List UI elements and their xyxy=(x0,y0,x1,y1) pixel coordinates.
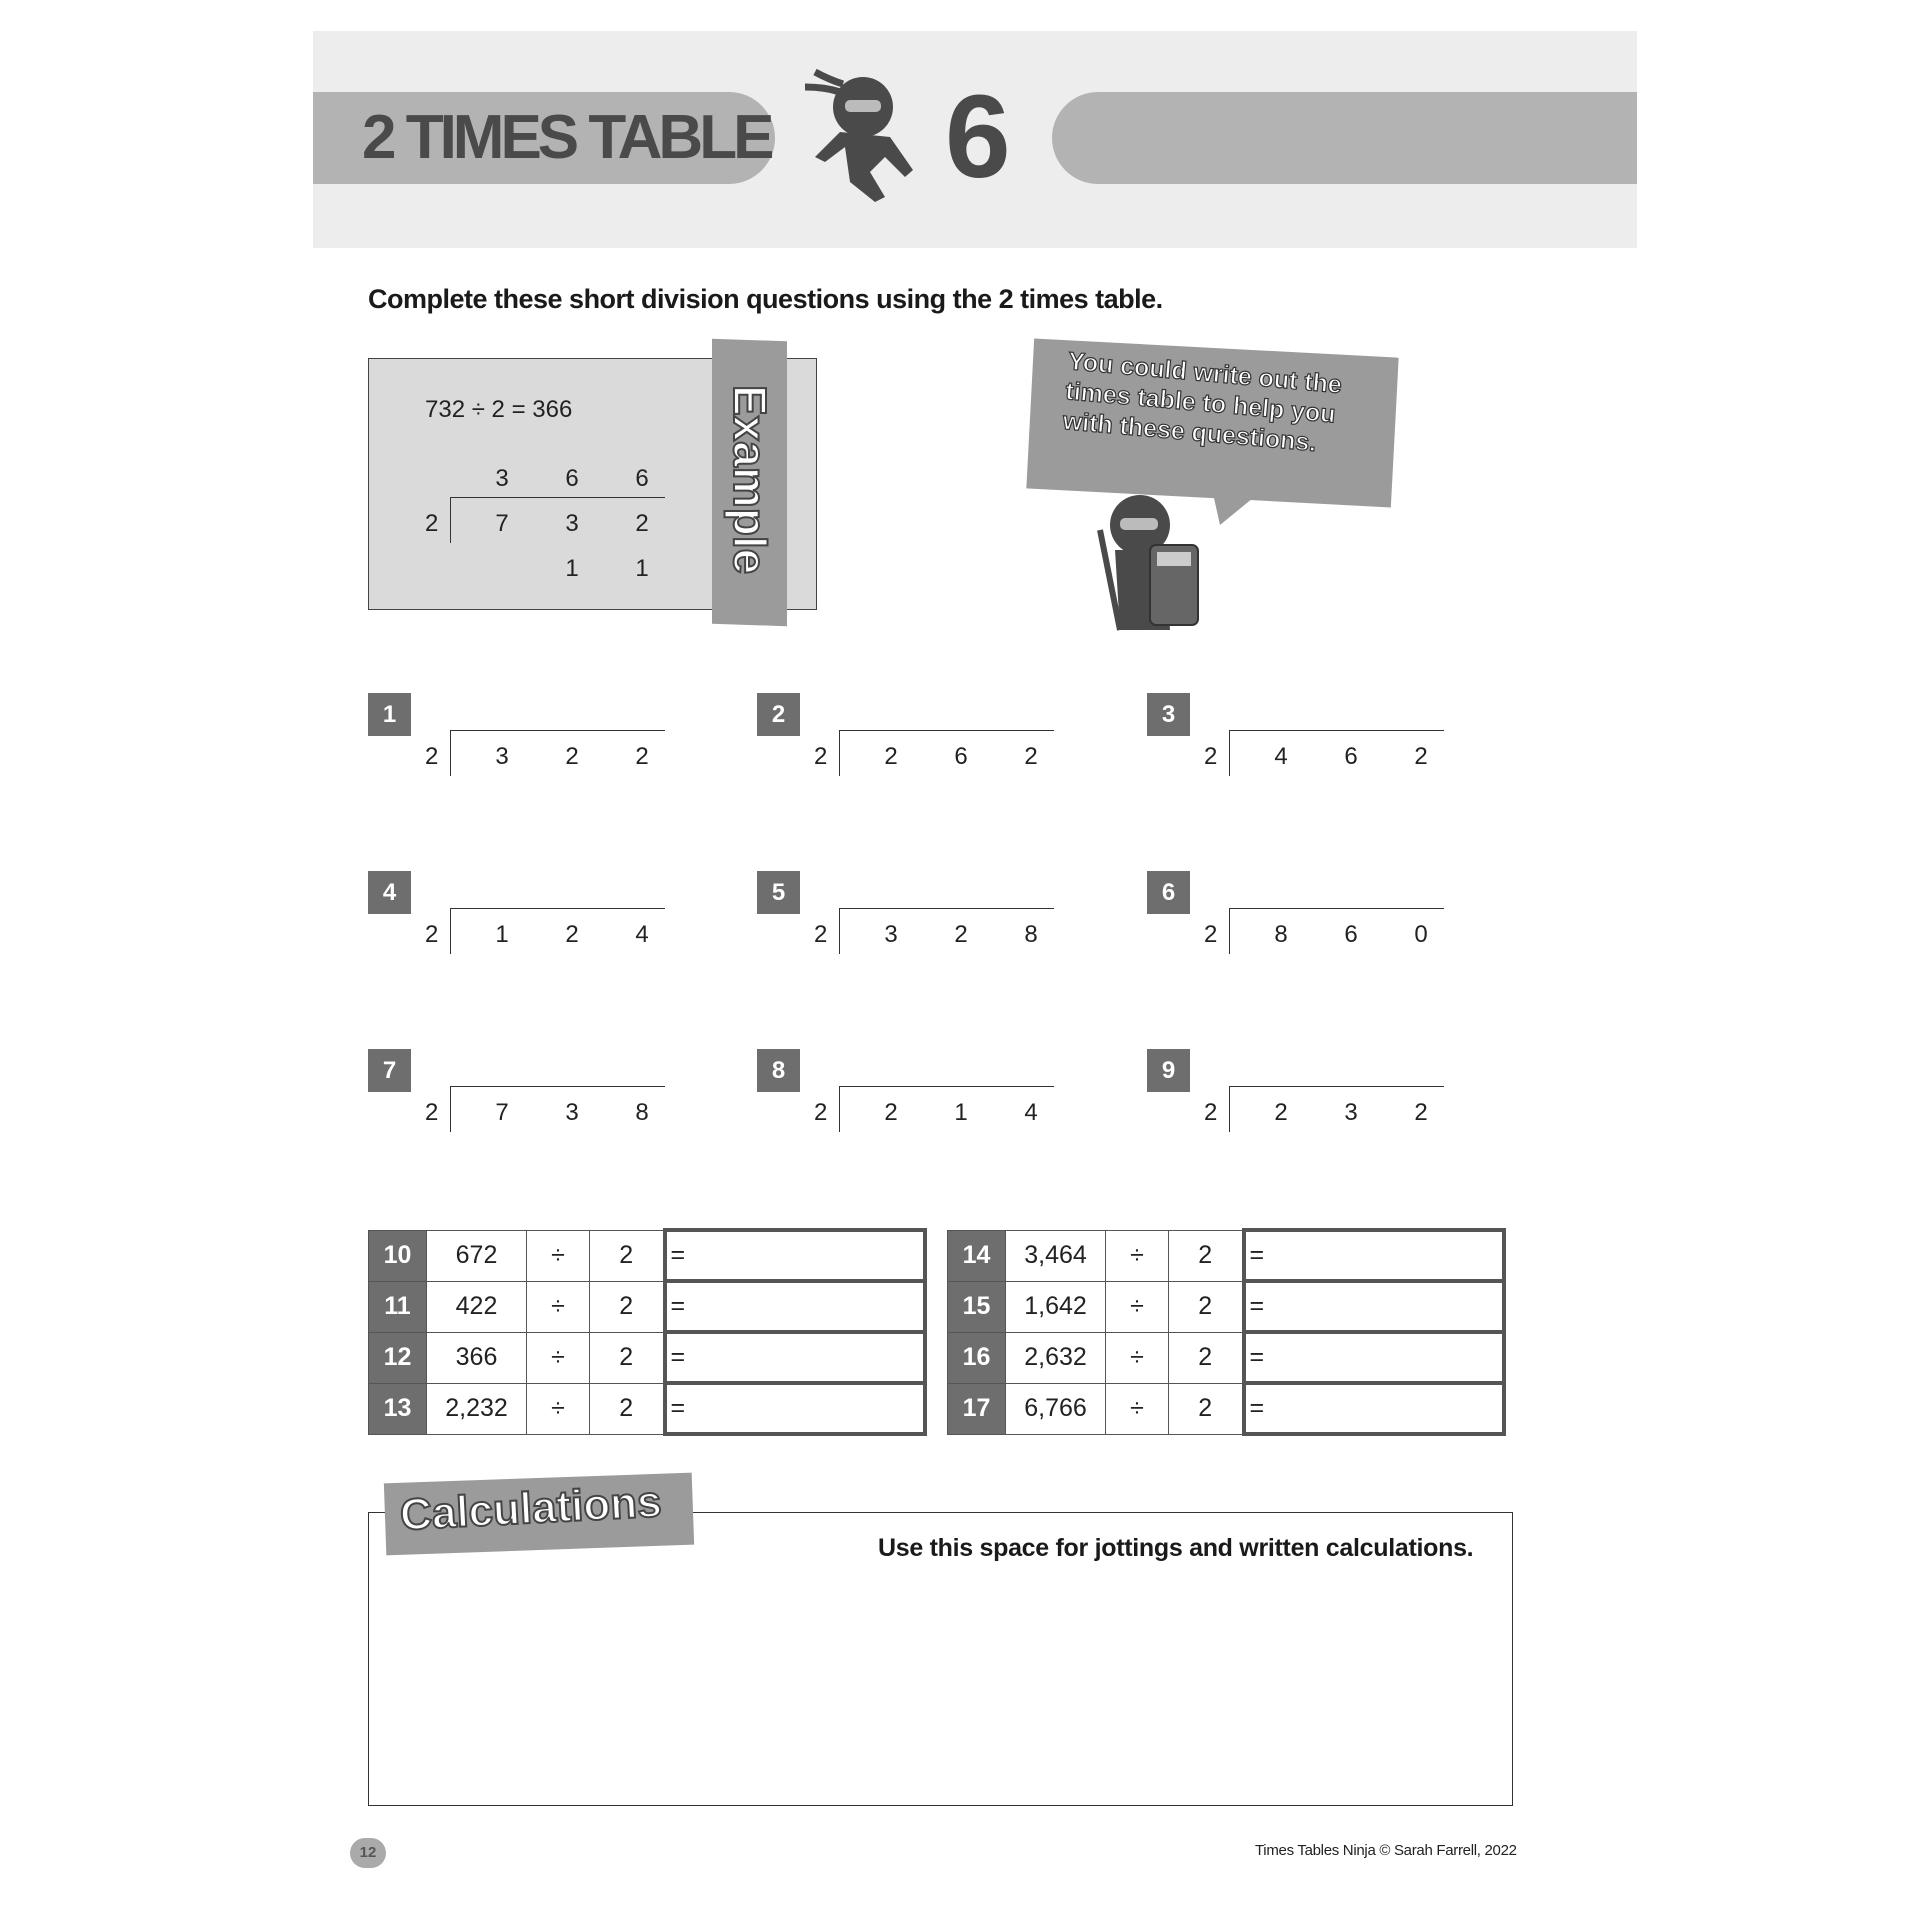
table-row xyxy=(948,1383,1504,1434)
divisor: 2 xyxy=(1204,743,1218,770)
divisor: 2 xyxy=(1204,1099,1218,1126)
question-number: 8 xyxy=(757,1049,800,1092)
dividend-digit: 1 xyxy=(954,1099,968,1126)
divide-sign: ÷ xyxy=(1106,1230,1169,1281)
dividend-digit: 7 xyxy=(495,1099,509,1126)
divide-sign: ÷ xyxy=(527,1332,590,1383)
dividend-digit: 2 xyxy=(1274,1099,1288,1126)
table-row xyxy=(369,1383,925,1434)
question-number: 9 xyxy=(1147,1049,1190,1092)
dividend-digit: 2 xyxy=(1414,1099,1428,1126)
divisor: 2 xyxy=(814,921,828,948)
table-row xyxy=(948,1332,1504,1383)
answer-field[interactable]: = xyxy=(1244,1332,1504,1383)
question-number: 12 xyxy=(369,1332,427,1383)
dividend-digit: 4 xyxy=(1024,1099,1038,1126)
dividend-digit: 2 xyxy=(565,743,579,770)
divisor: 2 xyxy=(590,1230,665,1281)
dividend: 2,232 xyxy=(427,1383,527,1434)
dividend: 3,464 xyxy=(1006,1230,1106,1281)
divisor: 2 xyxy=(1204,921,1218,948)
answer-field[interactable]: = xyxy=(665,1332,925,1383)
carry-digit: 1 xyxy=(635,555,649,582)
dividend: 2,632 xyxy=(1006,1332,1106,1383)
divide-sign: ÷ xyxy=(1106,1383,1169,1434)
divide-sign: ÷ xyxy=(527,1383,590,1434)
dividend-digit: 2 xyxy=(635,743,649,770)
table-row xyxy=(948,1230,1504,1281)
instruction: Complete these short division questions using the 2 times table. xyxy=(368,284,1163,314)
divisor: 2 xyxy=(1169,1332,1244,1383)
dividend-digit: 7 xyxy=(495,510,509,537)
question-number: 11 xyxy=(369,1281,427,1332)
question-number: 6 xyxy=(1147,871,1190,914)
dividend-digit: 2 xyxy=(1414,743,1428,770)
divide-sign: ÷ xyxy=(1106,1332,1169,1383)
quotient-digit: 6 xyxy=(565,465,579,492)
divisor: 2 xyxy=(590,1332,665,1383)
ninja-icon xyxy=(795,62,930,207)
question-number: 2 xyxy=(757,693,800,736)
answer-field[interactable]: = xyxy=(665,1230,925,1281)
table-row xyxy=(369,1230,925,1281)
table-row xyxy=(369,1332,925,1383)
quotient-digit: 6 xyxy=(635,465,649,492)
dividend-digit: 8 xyxy=(635,1099,649,1126)
divide-sign: ÷ xyxy=(1106,1281,1169,1332)
answer-field[interactable]: = xyxy=(665,1281,925,1332)
dividend-digit: 2 xyxy=(954,921,968,948)
answer-field[interactable]: = xyxy=(1244,1281,1504,1332)
question-number: 1 xyxy=(368,693,411,736)
table-row xyxy=(948,1281,1504,1332)
question-number: 7 xyxy=(368,1049,411,1092)
dividend-digit: 3 xyxy=(1344,1099,1358,1126)
dividend: 1,642 xyxy=(1006,1281,1106,1332)
divisor: 2 xyxy=(1169,1281,1244,1332)
dividend-digit: 0 xyxy=(1414,921,1428,948)
divisor: 2 xyxy=(1169,1383,1244,1434)
question-number: 14 xyxy=(948,1230,1006,1281)
divisor: 2 xyxy=(425,510,439,537)
lesson-number: 6 xyxy=(945,71,1011,203)
table-row xyxy=(369,1281,925,1332)
question-number: 4 xyxy=(368,871,411,914)
dividend-digit: 3 xyxy=(565,510,579,537)
division-problem xyxy=(425,866,665,966)
example-division xyxy=(425,455,665,582)
dividend-digit: 1 xyxy=(495,921,509,948)
dividend-digit: 6 xyxy=(1344,921,1358,948)
calculations-instruction: Use this space for jottings and written calculations. xyxy=(878,1534,1474,1562)
dividend-digit: 6 xyxy=(954,743,968,770)
example-equation: 732 ÷ 2 = 366 xyxy=(425,396,573,423)
dividend: 422 xyxy=(427,1281,527,1332)
ninja-calculator-icon xyxy=(1075,490,1215,635)
divisor: 2 xyxy=(425,1099,439,1126)
division-problem xyxy=(425,1044,665,1144)
divide-sign: ÷ xyxy=(527,1281,590,1332)
dividend-digit: 3 xyxy=(565,1099,579,1126)
divide-sign: ÷ xyxy=(527,1230,590,1281)
dividend-digit: 6 xyxy=(1344,743,1358,770)
question-number: 16 xyxy=(948,1332,1006,1383)
question-number: 15 xyxy=(948,1281,1006,1332)
division-problem xyxy=(814,1044,1054,1144)
divisor: 2 xyxy=(590,1281,665,1332)
header-pill-right xyxy=(1052,92,1637,184)
dividend: 6,766 xyxy=(1006,1383,1106,1434)
example-label: Example xyxy=(724,385,776,575)
division-problem xyxy=(1204,1044,1444,1144)
dividend-digit: 2 xyxy=(565,921,579,948)
dividend-digit: 8 xyxy=(1274,921,1288,948)
divisor: 2 xyxy=(425,743,439,770)
dividend-digit: 4 xyxy=(635,921,649,948)
dividend-digit: 2 xyxy=(1024,743,1038,770)
divisor: 2 xyxy=(1169,1230,1244,1281)
carry-digit: 1 xyxy=(565,555,579,582)
footer-credit: Times Tables Ninja © Sarah Farrell, 2022 xyxy=(1255,1842,1517,1859)
division-problem xyxy=(425,688,665,788)
dividend-digit: 3 xyxy=(884,921,898,948)
divisor: 2 xyxy=(814,1099,828,1126)
answer-field[interactable]: = xyxy=(1244,1383,1504,1434)
dividend: 366 xyxy=(427,1332,527,1383)
divisor: 2 xyxy=(590,1383,665,1434)
question-number: 17 xyxy=(948,1383,1006,1434)
page-title: 2 TIMES TABLE xyxy=(362,103,771,172)
answer-field[interactable]: = xyxy=(1244,1230,1504,1281)
speech-bubble-text: You could write out the times table to help you with these questions. xyxy=(1061,347,1343,458)
division-table-right xyxy=(947,1228,1506,1436)
division-problem xyxy=(814,866,1054,966)
page-number: 12 xyxy=(350,1838,386,1868)
question-number: 10 xyxy=(369,1230,427,1281)
division-problem xyxy=(814,688,1054,788)
dividend-digit: 4 xyxy=(1274,743,1288,770)
dividend-digit: 2 xyxy=(884,1099,898,1126)
question-number: 3 xyxy=(1147,693,1190,736)
divisor: 2 xyxy=(814,743,828,770)
dividend-digit: 3 xyxy=(495,743,509,770)
question-number: 13 xyxy=(369,1383,427,1434)
division-problem xyxy=(1204,688,1444,788)
dividend-digit: 2 xyxy=(884,743,898,770)
calculations-label: Calculations xyxy=(398,1477,663,1540)
dividend: 672 xyxy=(427,1230,527,1281)
division-problem xyxy=(1204,866,1444,966)
quotient-digit: 3 xyxy=(495,465,509,492)
divisor: 2 xyxy=(425,921,439,948)
speech-bubble-tail xyxy=(1210,480,1275,525)
dividend-digit: 2 xyxy=(635,510,649,537)
question-number: 5 xyxy=(757,871,800,914)
dividend-digit: 8 xyxy=(1024,921,1038,948)
answer-field[interactable]: = xyxy=(665,1383,925,1434)
division-table-left xyxy=(368,1228,927,1436)
